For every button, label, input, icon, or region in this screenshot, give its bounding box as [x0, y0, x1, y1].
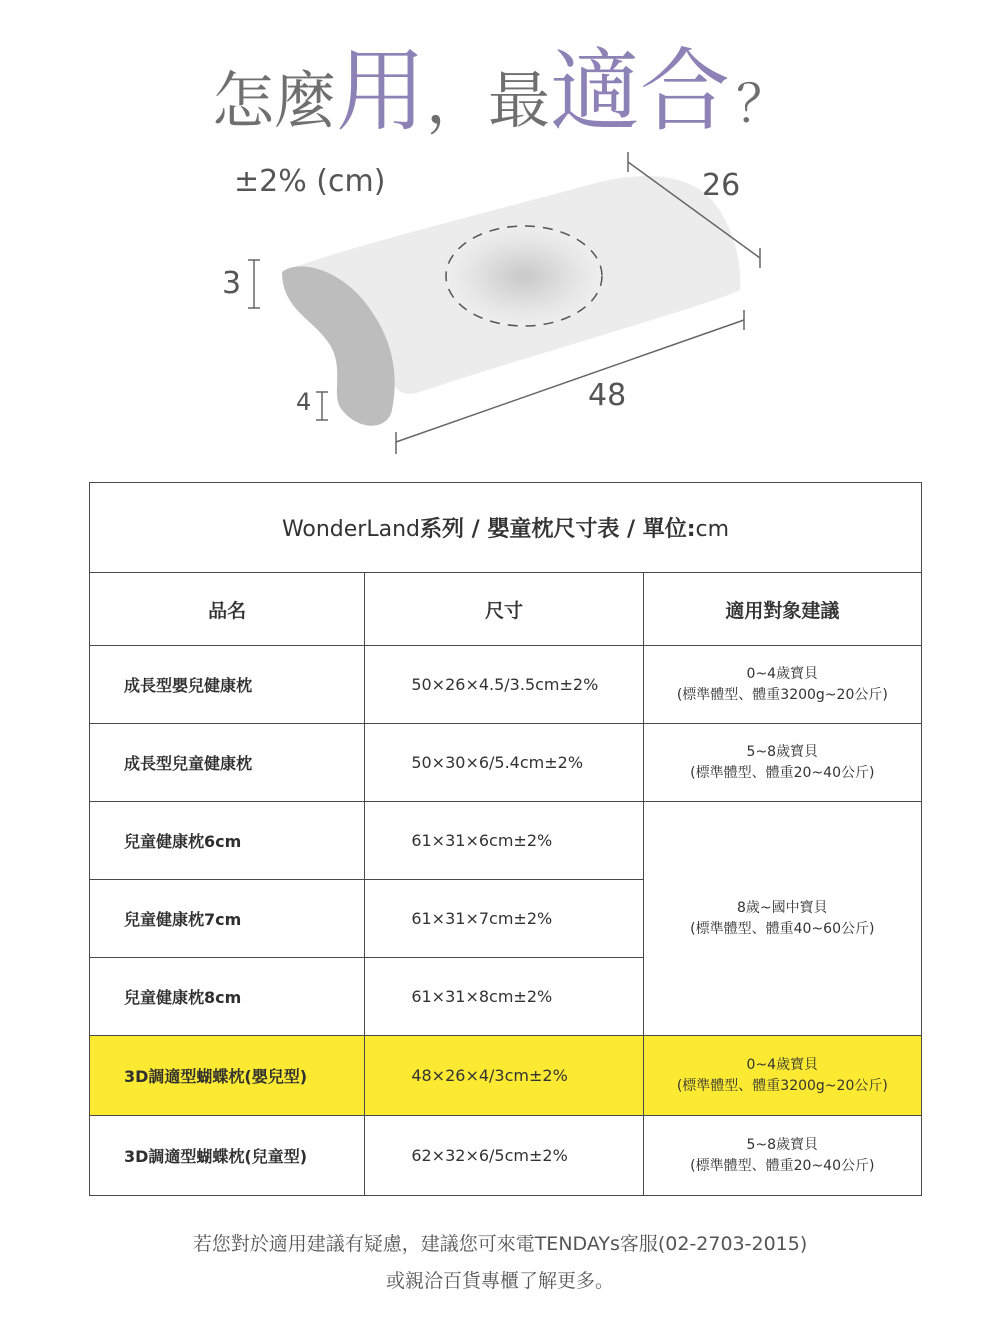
- row-size: 50×30×6/5.4cm±2%: [365, 724, 643, 802]
- row-size: 61×31×6cm±2%: [365, 802, 643, 880]
- heading-part-2: 用: [335, 39, 426, 144]
- row-name: 兒童健康枕6cm: [90, 802, 365, 880]
- size-table: [89, 482, 922, 1196]
- row-size: 61×31×8cm±2%: [365, 958, 643, 1036]
- table-row-highlighted: [90, 1036, 922, 1116]
- audience-age: 8歲~國中寶貝: [737, 899, 828, 916]
- row-audience: [643, 724, 921, 802]
- heading-part-4: 適合: [550, 39, 730, 144]
- table-title-unit: cm: [695, 517, 730, 542]
- page-heading: [0, 18, 1000, 148]
- footer-line-2: 或親洽百貨專櫃了解更多。: [385, 1270, 614, 1292]
- row-name: 兒童健康枕8cm: [90, 958, 365, 1036]
- row-size: 50×26×4.5/3.5cm±2%: [365, 646, 643, 724]
- row-audience-merged: [643, 802, 921, 1036]
- audience-detail: (標準體型、體重20~40公斤): [690, 1157, 875, 1174]
- row-name: 3D調適型蝴蝶枕(兒童型): [90, 1116, 365, 1196]
- audience-detail: (標準體型、體重3200g~20公斤): [676, 686, 888, 703]
- table-title-prefix: WonderLand: [281, 517, 420, 542]
- dim-height-low-label: 4: [296, 388, 312, 416]
- table-title-rest: 系列 / 嬰童枕尺寸表 / 單位:: [420, 517, 696, 542]
- audience-detail: (標準體型、體重3200g~20公斤): [676, 1077, 888, 1094]
- table-title: [90, 483, 922, 573]
- row-name: 兒童健康枕7cm: [90, 880, 365, 958]
- audience-detail: (標準體型、體重40~60公斤): [690, 920, 875, 937]
- row-name: 成長型嬰兒健康枕: [90, 646, 365, 724]
- audience-age: 5~8歲寶貝: [746, 743, 819, 760]
- table-row: [90, 802, 922, 880]
- header-audience: 適用對象建議: [643, 573, 921, 646]
- audience-detail: (標準體型、體重20~40公斤): [690, 764, 875, 781]
- heading-part-1: 怎麼: [211, 64, 336, 137]
- row-size: 48×26×4/3cm±2%: [365, 1036, 643, 1116]
- dim-length-label: 48: [588, 378, 627, 413]
- audience-age: 5~8歲寶貝: [746, 1136, 819, 1153]
- pillow-illustration: [0, 140, 1000, 470]
- footer-note: [0, 1226, 1000, 1300]
- row-name: 3D調適型蝴蝶枕(嬰兒型): [90, 1036, 365, 1116]
- table-row: [90, 646, 922, 724]
- dim-width-label: 26: [702, 168, 741, 203]
- row-audience: [643, 1036, 921, 1116]
- row-size: 61×31×7cm±2%: [365, 880, 643, 958]
- heading-part-5: ？: [736, 75, 789, 135]
- header-name: 品名: [90, 573, 365, 646]
- dim-height-high-label: 3: [222, 266, 242, 301]
- tolerance-label: ±2% (cm): [234, 164, 386, 199]
- row-audience: [643, 646, 921, 724]
- row-size: 62×32×6/5cm±2%: [365, 1116, 643, 1196]
- footer-line-1: 若您對於適用建議有疑慮，建議您可來電TENDAYs客服(02-2703-2015): [192, 1233, 808, 1255]
- table-row: [90, 1116, 922, 1196]
- header-size: 尺寸: [365, 573, 643, 646]
- table-row: [90, 724, 922, 802]
- row-audience: [643, 1116, 921, 1196]
- audience-age: 0~4歲寶貝: [746, 1056, 819, 1073]
- pillow-diagram: [0, 140, 1000, 470]
- audience-age: 0~4歲寶貝: [746, 665, 819, 682]
- heading-part-3: ，最: [425, 64, 550, 137]
- row-name: 成長型兒童健康枕: [90, 724, 365, 802]
